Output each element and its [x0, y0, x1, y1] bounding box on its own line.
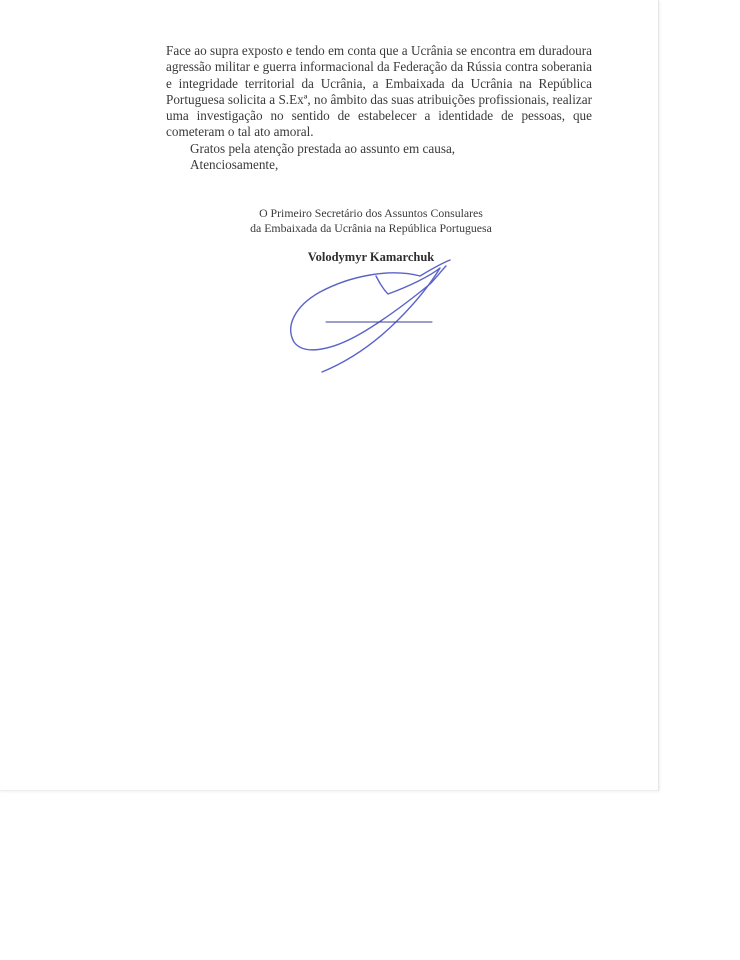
- signatory-title: [226, 206, 516, 236]
- thanks-line: Gratos pela atenção prestada ao assunto em causa,: [190, 140, 456, 156]
- main-paragraph: Face ao supra exposto e tendo em conta que a Ucrânia se encontra em duradoura agressão militar e guerra informacional da Federação da Rússia contra soberania e integridade territorial da Ucrânia, a Embaixada da Ucrânia na República Portuguesa solicita a S.Exª, no âmbito das suas atribuições profissionais, realizar uma investigação no sentido de estabelecer a identidade de pessoas, que cometeram o tal ato amoral.: [166, 43, 592, 140]
- letter-body: [166, 43, 592, 173]
- signatory-title-line-1: O Primeiro Secretário dos Assuntos Consulares: [259, 206, 483, 220]
- signature-loop-stroke: [291, 260, 450, 350]
- signatory-name: Volodymyr Kamarchuk: [307, 250, 435, 264]
- signatory-title-line-2: da Embaixada da Ucrânia na República Portuguesa: [250, 221, 492, 235]
- handwritten-signature: [280, 258, 460, 378]
- closing-line: Atenciosamente,: [190, 157, 279, 173]
